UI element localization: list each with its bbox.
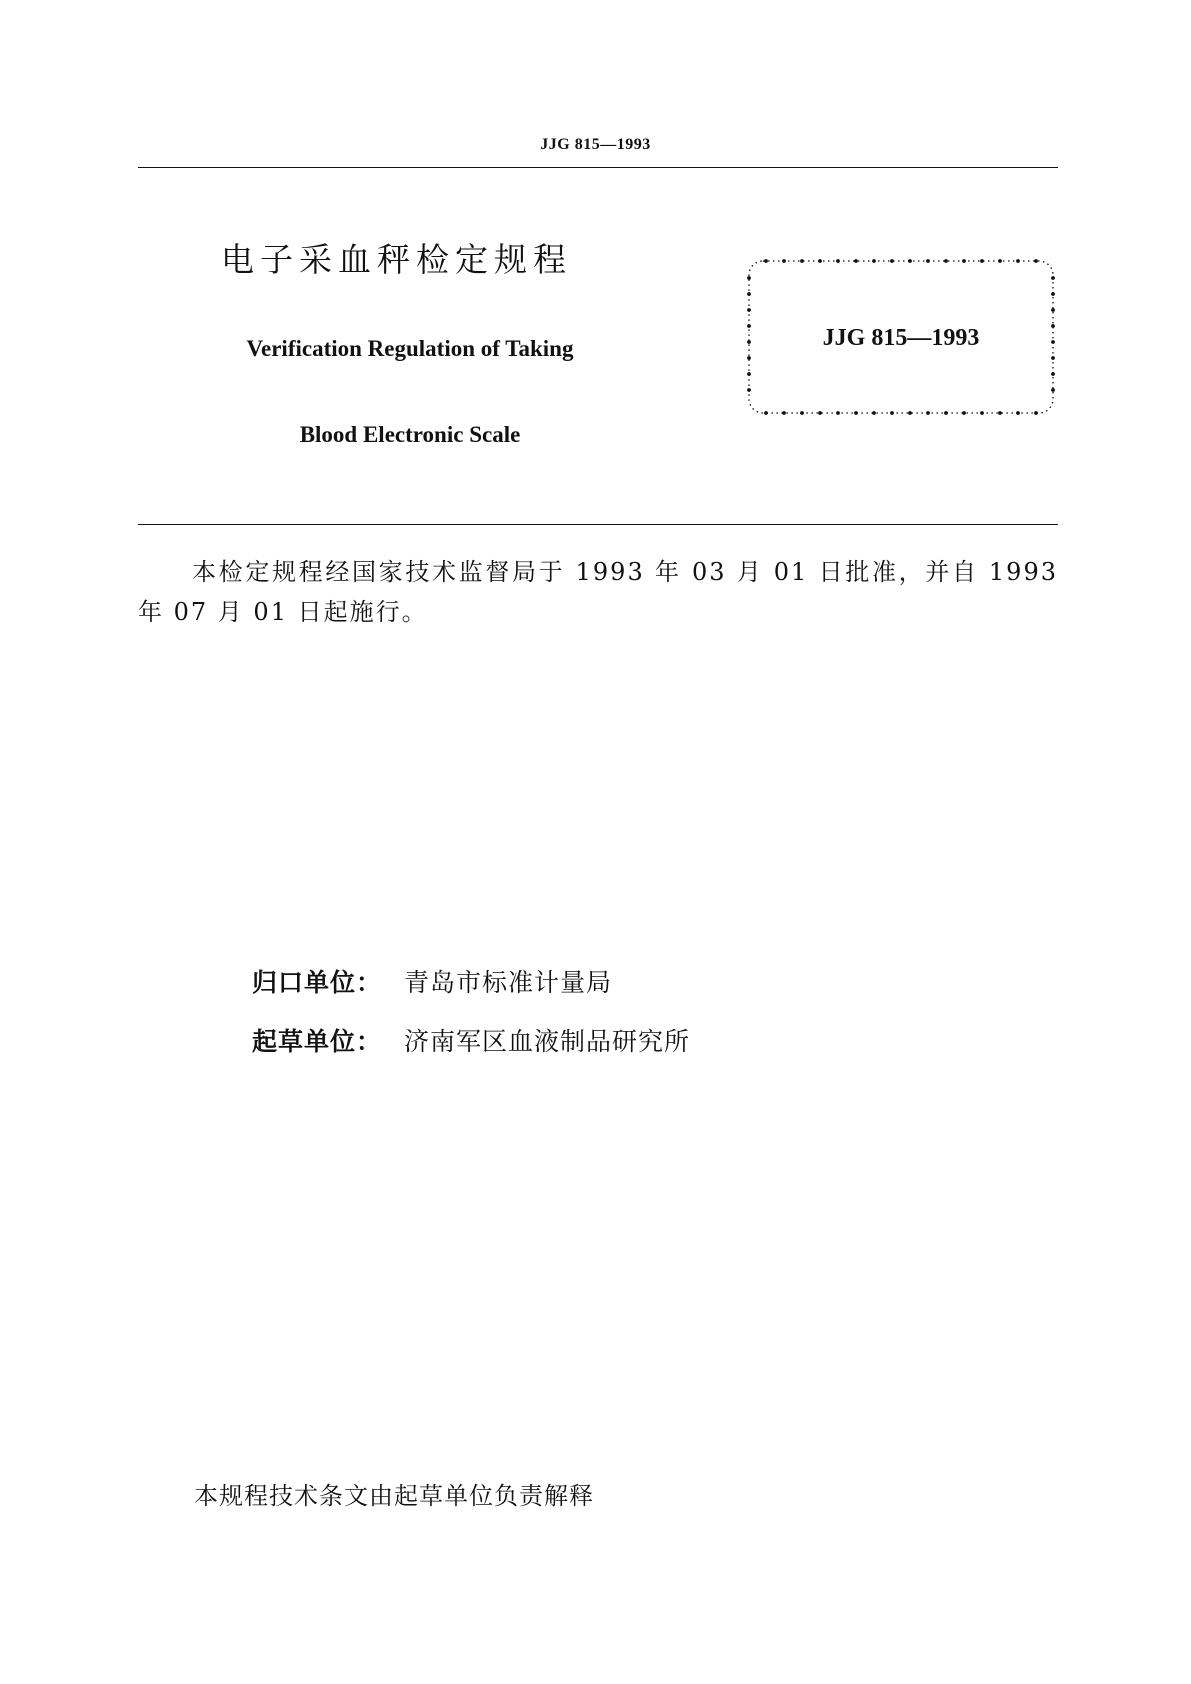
border-dot <box>998 259 1002 263</box>
border-dot <box>1051 276 1055 280</box>
responsible-unit-value: 青岛市标准计量局 <box>404 968 613 997</box>
interpretation-note: 本规程技术条文由起草单位负责解释 <box>194 1482 594 1510</box>
border-dot <box>1051 308 1055 312</box>
title-english-line-1: Verification Regulation of Taking <box>246 336 574 361</box>
border-dot <box>747 276 751 280</box>
drafting-unit-label: 起草单位： <box>252 1027 383 1056</box>
responsible-unit-row <box>252 963 612 999</box>
title-english-line-2: Blood Electronic Scale <box>299 422 521 447</box>
border-dot <box>1016 411 1020 415</box>
border-dot <box>747 308 751 312</box>
title-chinese: 电子采血秤检定规程 <box>221 240 572 279</box>
border-dot <box>782 411 786 415</box>
border-dot <box>818 259 822 263</box>
border-dot <box>836 411 840 415</box>
border-dot <box>747 388 751 392</box>
border-dot <box>998 411 1002 415</box>
border-dot <box>908 411 912 415</box>
border-dot <box>836 259 840 263</box>
border-dot <box>872 259 876 263</box>
border-dot <box>747 292 751 296</box>
border-dot <box>962 411 966 415</box>
border-dot <box>1016 259 1020 263</box>
border-dot <box>747 356 751 360</box>
border-dot <box>890 411 894 415</box>
border-dot <box>800 411 804 415</box>
border-dot <box>1051 356 1055 360</box>
border-dot <box>944 411 948 415</box>
running-header-code: JJG 815—1993 <box>540 136 651 153</box>
border-dot <box>908 259 912 263</box>
border-dot <box>818 411 822 415</box>
border-dot <box>980 259 984 263</box>
border-dot <box>872 411 876 415</box>
approval-statement: 本检定规程经国家技术监督局于 1993 年 03 月 01 日批准，并自 1993 年 07 月 01 日起施行。 <box>138 558 1058 626</box>
border-dot <box>1051 388 1055 392</box>
border-dot <box>1051 372 1055 376</box>
border-dot <box>962 259 966 263</box>
standard-code-box <box>746 258 1056 416</box>
border-dot <box>764 259 768 263</box>
border-dot <box>1051 292 1055 296</box>
border-dot <box>1034 259 1038 263</box>
border-dot <box>1034 411 1038 415</box>
border-dot <box>944 259 948 263</box>
header-rule <box>138 167 1058 168</box>
drafting-unit-value: 济南军区血液制品研究所 <box>404 1027 691 1056</box>
border-dot <box>854 411 858 415</box>
section-rule <box>138 524 1058 525</box>
responsible-unit-label: 归口单位： <box>252 968 383 997</box>
border-dot <box>764 411 768 415</box>
border-dot <box>782 259 786 263</box>
border-dot <box>980 411 984 415</box>
drafting-unit-row <box>252 1022 690 1058</box>
border-dot <box>854 259 858 263</box>
border-dot <box>747 372 751 376</box>
standard-code: JJG 815—1993 <box>822 325 980 351</box>
border-dot <box>890 259 894 263</box>
border-dot <box>926 411 930 415</box>
border-dot <box>926 259 930 263</box>
border-dot <box>800 259 804 263</box>
